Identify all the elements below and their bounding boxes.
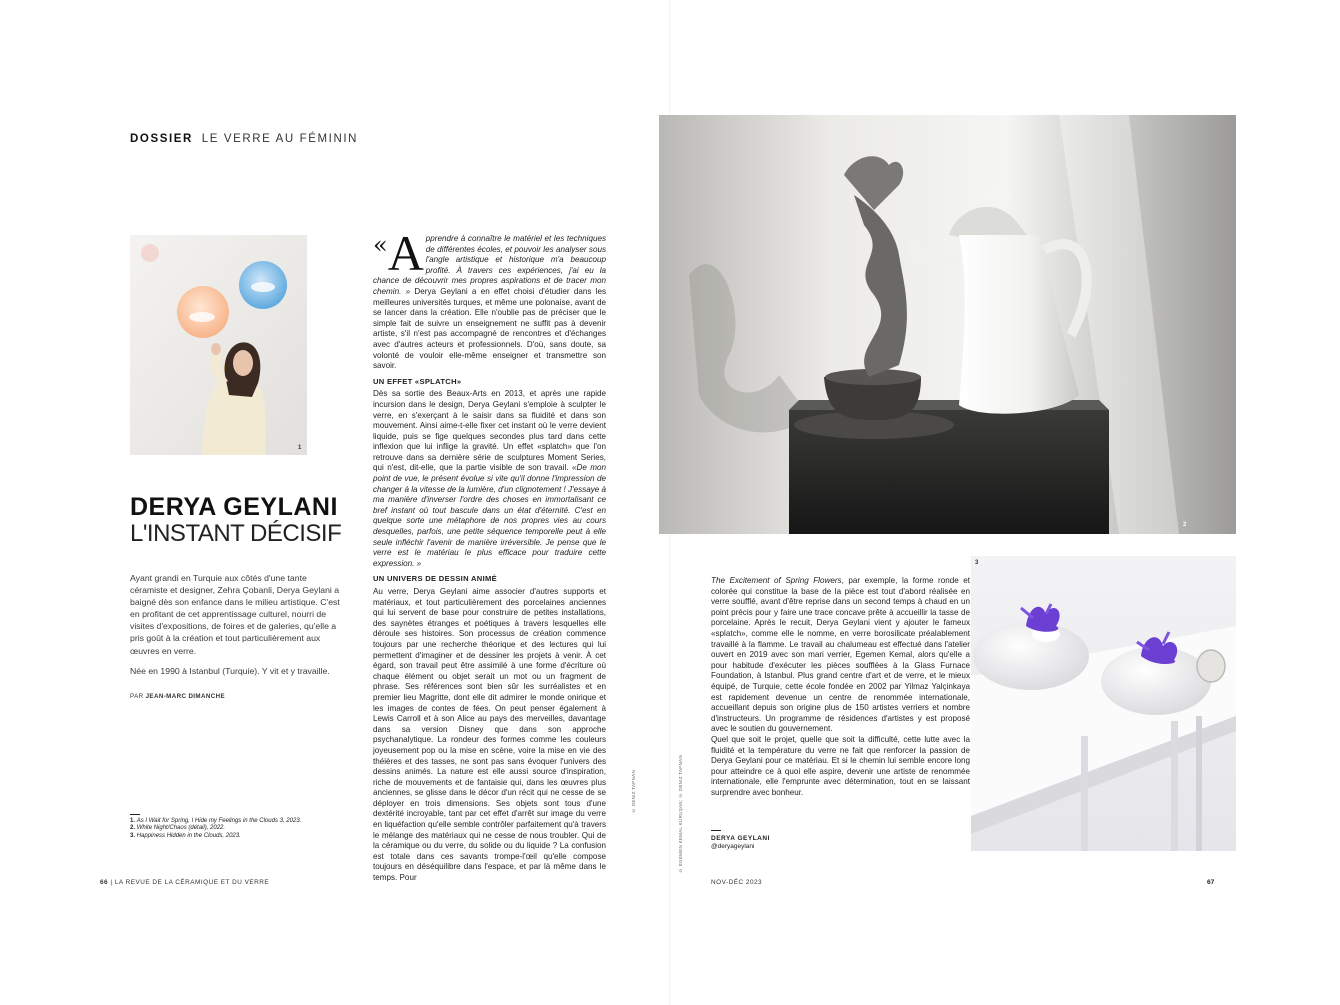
dropcap-block [373,225,424,281]
photo-glass-bowls [971,556,1236,851]
article-paragraph-4: , par exemple, la forme ronde et colorée qui constitue la base de la pièce est tout d'abord réalisée en verre soufflé, avant d'être reprise dans un second temps à chaud en un point précis pour y faire une trace concave prête à accueillir la tasse de porcelaine. Après le recuit, Derya Geylani vient y ajouter le fameux «splatch», comme elle le nomme, en verre borosilicate préalablement travaillé à la flamme. Le travail au chalumeau est effectué dans l'atelier ouvert en 2019 avec son mari verrier, Egemen Kemal, alors qu'elle a pour habitude d'exécuter les pièces soufflées à la Glass Furnace Foundation, à Istanbul. Plus grand centre d'art et de verre, et le mieux équipé, de Turquie, cette école fondée en 2002 par Yilmaz Yalçinkaya est rapidement devenue un centre de renommée internationale, accueillant depuis son origine plus de 150 artistes verriers et nombre d'instructeurs. Un programme de résidences d'artistes y est proposé avec le soutien du gouvernement. [711,576,970,734]
caption-2: 2. White Night/Chaos (détail), 2022. [130,825,226,832]
caption-3: 3. Happiness Hidden in the Clouds, 2023. [130,832,241,839]
figure-number-2: 2 [1183,522,1187,528]
figure-captions [130,814,310,840]
artwork-title: The Excitement of Spring Flowers [711,576,842,585]
caption-rule [130,814,140,815]
article-column-1 [373,225,607,884]
issue-date: NOV-DÉC 2023 [711,879,763,886]
signature-handle: @deryageylani [711,843,755,850]
page-number-left: 66 [100,879,109,886]
article-paragraph-5: Quel que soit le projet, quelle que soit la difficulté, cette lutte avec la fluidité et la température du verre ne fait que renforcer la passion de Derya Geylani pour ce matériau. Et si le chemin lui semble encore long pour atteindre ce à quoi elle aspire, devenir une artiste de renommée internationale, elle l'emprunte avec détermination, tout en se laissant surprendre avec bonheur. [711,734,970,797]
intro-block [130,572,343,685]
section-topic: LE VERRE AU FÉMININ [201,133,359,145]
portrait-photo [130,235,307,455]
byline-author: JEAN-MARC DIMANCHE [145,693,225,700]
article-paragraph-3: Au verre, Derya Geylani aime associer d'autres supports et matériaux, et tout particulièrement des porcelaines anciennes qui lui servent de base pour construire de petites installations, des saynètes étranges et poétiques à travers lesquelles elle déroule ses histoires. Son processus de création commence toujours par une recherche théorique et des lectures qui lui permettent d'imaginer et de dessiner les projets à venir. À cet égard, son travail peut être assimilé à une forme d'écriture où chaque élément ou objet serait un mot ou un fragment de phrase. Ses références sont bien sûr les surréalistes et en premier lieu Magritte, dont elle dit admirer le monde onirique et les images de contes de fées. On peut penser également à Lewis Carroll et à son Alice au pays des merveilles, davantage dans sa version Disney que dans son approche psychanalytique. La rondeur des formes comme les couleurs joyeusement pop ou la mise en scène, voire la mise en vie des théières et des tasses, ne sont pas sans évoquer l'univers des dessins animés. La nature est elle aussi source d'inspiration, riche de mouvements et de fantaisie qui, dans les œuvres plus anciennes, se glisse dans le décor d'un récit qui ne cesse de se déployer en trois dimensions. Ses objets sont tous d'une dextérité incroyable, tant par cet effet d'arrêt sur image du verre en liquéfaction qu'elle semble contrôler parfaitement qu'à travers le mélange des matériaux qui ne cesse de nous troubler. Qui de la céramique ou du verre, du solide ou du liquide ? La confusion est totale dans ces savants trompe-l'œil qu'elle compose toujours en déséquilibre dans l'espace, et par là même dans le temps. Pour [373,587,606,883]
subheading-dessin-anime: UN UNIVERS DE DESSIN ANIMÉ [373,574,497,584]
article-column-2 [711,576,970,798]
artist-signature [711,830,770,851]
photo-teapot-sculpture [659,115,1236,534]
figure-number-1: 1 [298,445,302,451]
section-label: DOSSIER [130,133,193,145]
photo-credit-left: © DENIZ TAPNAN [631,770,636,814]
open-quote-mark: « [373,231,388,259]
dropcap-letter: A [387,225,424,281]
teapot-illustration [659,115,1236,534]
glass-bowls-illustration [971,556,1236,851]
footer-left [100,879,269,886]
intro-paragraph-1: Ayant grandi en Turquie aux côtés d'une tante céramiste et designer, Zehra Çobanli, Derya Geylani a baigné dès son enfance dans le milieu artistique. C'est en profitant de cet apprentissage culturel, nourri de visites d'expositions, de foires et de galeries, qu'elle a pris goût à la création et tout particulièrement aux œuvres en verre. [130,573,340,656]
caption-1: 1. As I Wait for Spring, I Hide my Feelings in the Clouds 3, 2023. [130,818,302,824]
subheading-splatch: UN EFFET «SPLATCH» [373,376,462,386]
signature-rule [711,830,721,831]
photo-credit-right: © EGEMEN KEMAL KURUŞAN; © DENIZ TAPNAN [678,755,683,874]
section-header [130,133,358,145]
footer-separator: | [110,879,113,886]
lead-quote: pprendre à connaître le matériel et les techniques de différentes écoles, et pouvoir les analyser sous l'angle artistique et historique m'a beaucoup profité. À travers ces expériences, j'ai eu la chance de découvrir mes propres aspirations et de tracer mon chemin. » [373,234,606,296]
signature-name: DERYA GEYLANI [711,835,770,842]
figure-number-3: 3 [975,560,979,566]
intro-paragraph-2: Née en 1990 à Istanbul (Turquie). Y vit et y travaille. [130,665,330,676]
article-paragraph-1: Derya Geylani a en effet choisi d'étudier dans les meilleures universités turques, et même une polonaise, avant de se lancer dans la création. Elle n'oublie pas de préciser que le simple fait de suivre un enseignement ne suffit pas à devenir artiste, s'il n'est pas accompagné de rencontres et d'échanges avec d'autres acteurs et professionnels. D'où, sans doute, sa volonté de vouloir elle-même enseigner et transmettre son savoir. [373,286,607,371]
byline-prefix: PAR [130,693,144,700]
article-title: DERYA GEYLANI [130,493,338,521]
article-subtitle: L'INSTANT DÉCISIF [130,520,342,547]
page-number-right: 67 [1207,879,1215,886]
byline [130,693,225,700]
portrait-illustration [130,235,307,455]
article-paragraph-2: Dès sa sortie des Beaux-Arts en 2013, et après une rapide incursion dans le design, Derya Geylani s'emploie à sculpter le verre, en s'exerçant à le saisir dans sa fluidité et dans son mouvement. Ainsi aime-t-elle fixer cet instant où le verre devient liquide, puis se fige quelques secondes plus tard dans cette inflexion que lui inflige la gravité. Un effet «splatch» que l'on retrouve dans sa dernière série de sculptures Moment Series, qui n'est, dit-elle, que la partie visible de son travail. [373,389,606,473]
artist-quote: «De mon point de vue, le présent évolue si vite qu'il donne l'impression de changer à la vitesse de la lumière, d'un clignotement ! J'essaye à ma manière d'inverser l'ordre des choses en immortalisant ce bref instant où tout bascule dans un état d'éternité. C'est en quelque sorte une métaphore de nos propres vies au cours desquelles, parfois, une petite séquence temporelle peut à elle seule infléchir l'avenir de manière irréversible. Je pense que le verre est le matériau le plus efficace pour traduire cette expression. » [373,463,607,568]
magazine-title: LA REVUE DE LA CÉRAMIQUE ET DU VERRE [114,879,270,886]
